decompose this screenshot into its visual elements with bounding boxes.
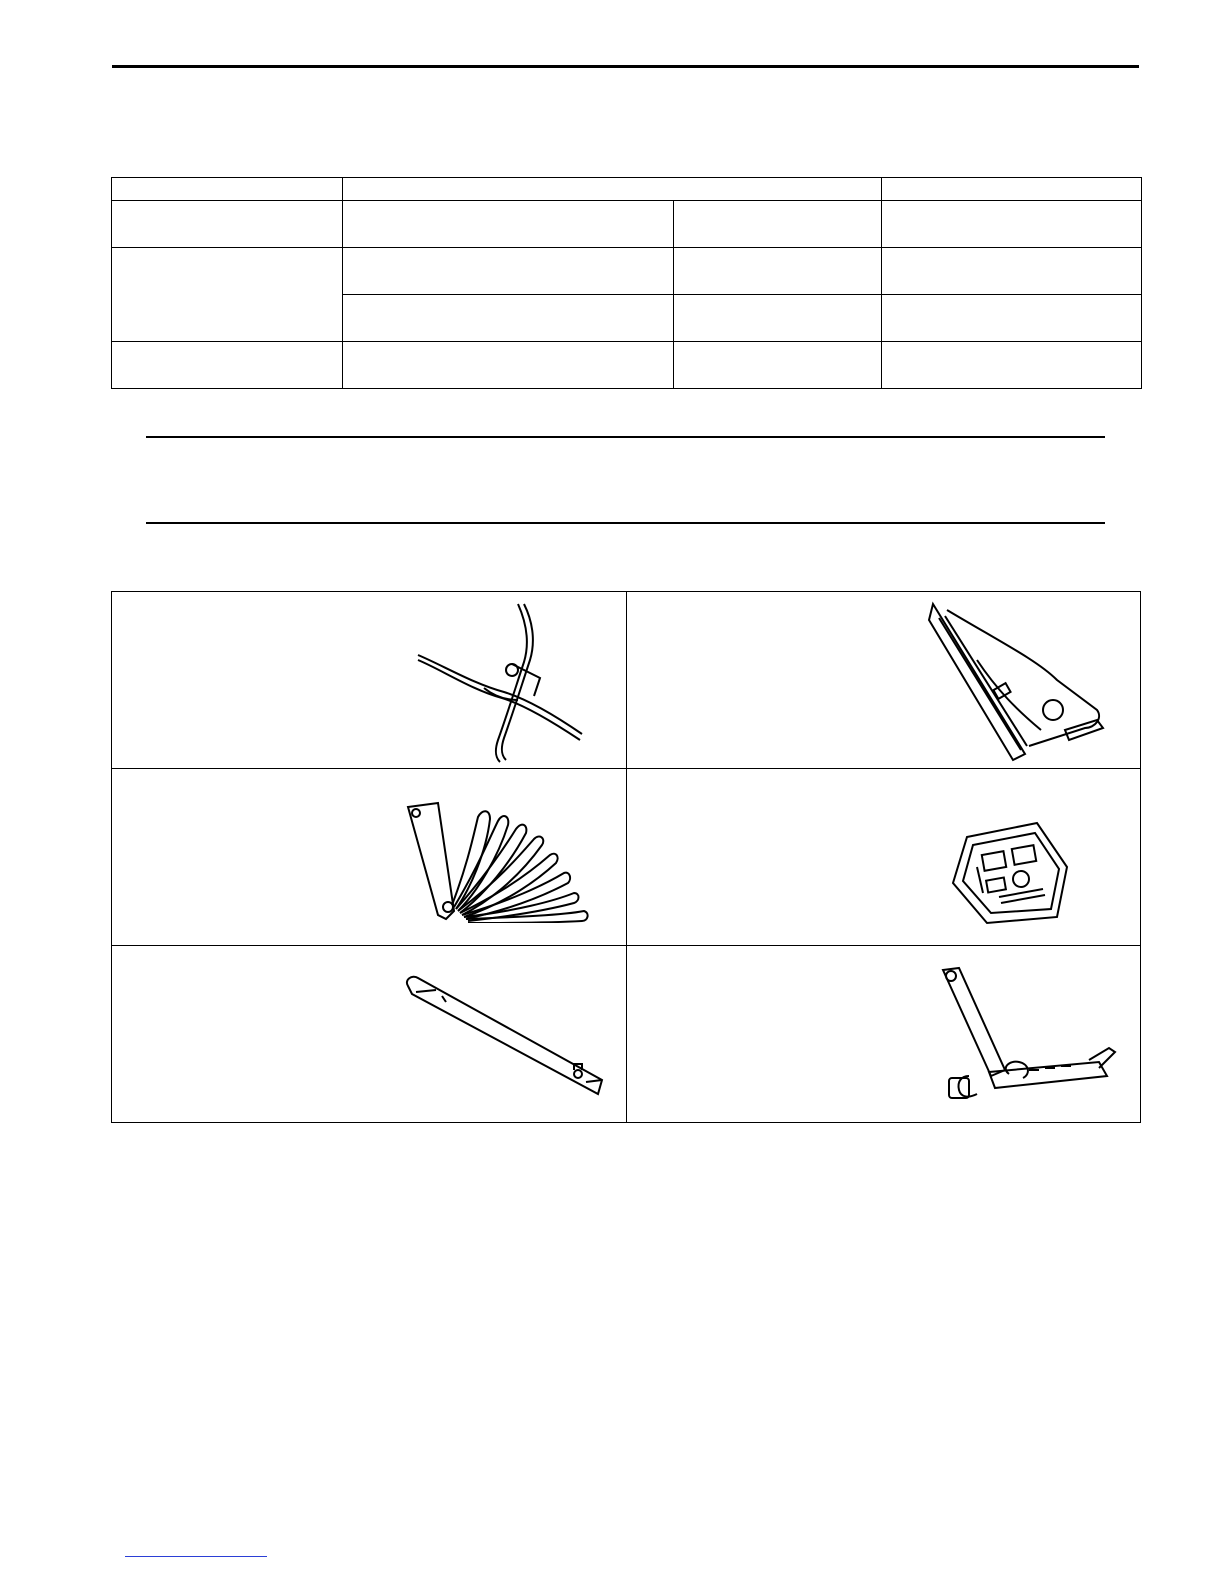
vernier-caliper-icon xyxy=(917,600,1117,764)
table-row xyxy=(112,342,1142,389)
table-cell xyxy=(343,201,674,248)
table-header-cell xyxy=(112,178,343,201)
footer-link-underline[interactable] xyxy=(125,1556,267,1557)
tool-cell xyxy=(626,769,1141,946)
table-cell xyxy=(882,342,1142,389)
extension-bar-icon xyxy=(402,972,612,1102)
table-row xyxy=(112,248,1142,295)
table-cell xyxy=(882,248,1142,295)
thickness-gauge-icon xyxy=(398,793,598,923)
note-bottom-rule xyxy=(146,522,1105,524)
header-rule xyxy=(112,65,1139,68)
table-cell xyxy=(343,295,674,342)
table-cell xyxy=(112,201,343,248)
tool-cell xyxy=(112,946,627,1123)
tool-cell xyxy=(112,592,627,769)
table-cell xyxy=(112,248,343,342)
table-cell xyxy=(882,201,1142,248)
table-cell xyxy=(674,248,882,295)
snap-ring-pliers-icon xyxy=(412,600,592,764)
tool-cell xyxy=(626,592,1141,769)
table-cell xyxy=(112,342,343,389)
tool-cell xyxy=(112,769,627,946)
specifications-table xyxy=(111,177,1142,389)
tool-cell xyxy=(626,946,1141,1123)
table-cell xyxy=(343,248,674,295)
table-cell xyxy=(674,295,882,342)
table-cell xyxy=(674,201,882,248)
note-top-rule xyxy=(146,436,1105,438)
special-tools-grid xyxy=(111,591,1141,1123)
table-header-row xyxy=(112,178,1142,201)
holder-wrench-icon xyxy=(939,964,1119,1112)
table-row xyxy=(112,201,1142,248)
table-header-cell xyxy=(343,178,882,201)
table-cell xyxy=(674,342,882,389)
table-cell xyxy=(882,295,1142,342)
plastigauge-kit-icon xyxy=(947,817,1077,927)
table-header-cell xyxy=(882,178,1142,201)
table-cell xyxy=(343,342,674,389)
